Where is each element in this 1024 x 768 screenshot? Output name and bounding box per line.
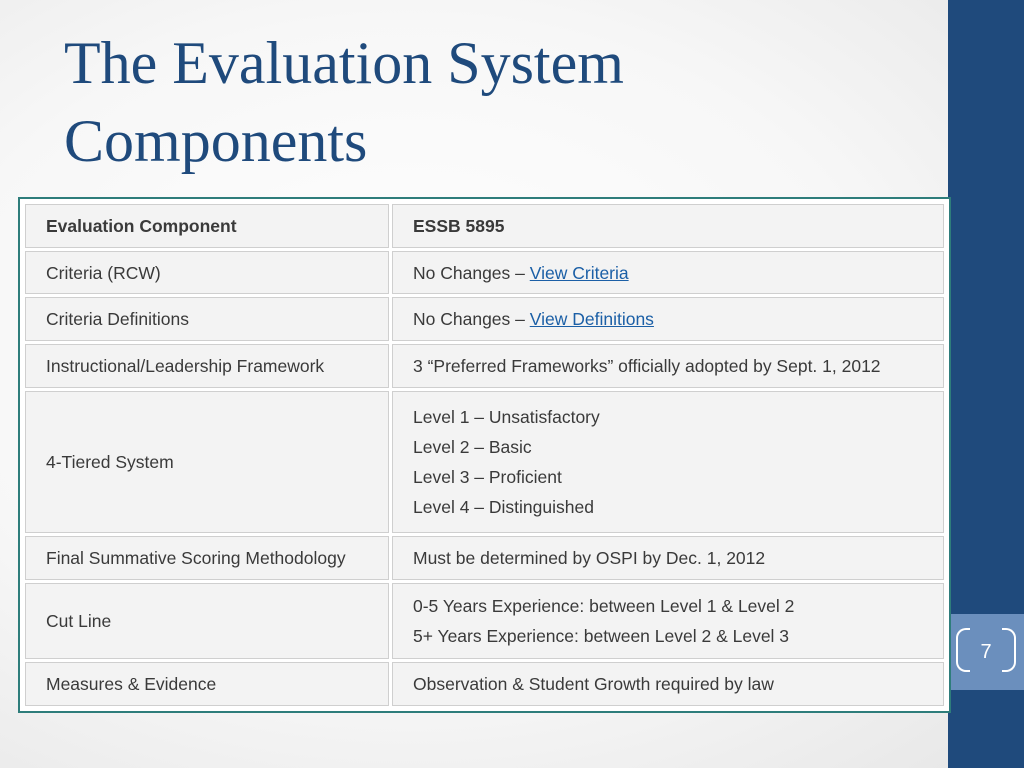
essb-cell [392, 662, 944, 706]
essb-cell-line [413, 304, 923, 334]
table-row [25, 536, 944, 580]
essb-cell-text: Level 1 – Unsatisfactory [413, 406, 600, 427]
essb-cell [392, 344, 944, 388]
essb-cell [392, 583, 944, 660]
essb-cell-text: Level 4 – Distinguished [413, 496, 594, 517]
essb-cell-line [413, 402, 923, 432]
table-header-row [25, 204, 944, 248]
slide-title-line-2: Components [64, 108, 368, 174]
component-cell: Instructional/Leadership Framework [25, 344, 389, 388]
evaluation-table-body [25, 204, 944, 706]
page-number: 7 [980, 641, 992, 663]
essb-cell-text: Must be determined by OSPI by Dec. 1, 2012 [413, 547, 766, 568]
essb-cell-text: No Changes – [413, 262, 530, 283]
essb-cell-text: Level 3 – Proficient [413, 466, 562, 487]
table-row [25, 297, 944, 341]
essb-cell-text: No Changes – [413, 309, 530, 330]
view-link[interactable]: View Definitions [529, 309, 654, 330]
essb-cell-line [413, 462, 923, 492]
component-cell: Measures & Evidence [25, 662, 389, 706]
slide-title [64, 24, 924, 180]
essb-cell-text: 0-5 Years Experience: between Level 1 & Level 2 [413, 595, 795, 616]
essb-cell [392, 251, 944, 295]
essb-cell-text: Level 2 – Basic [413, 436, 532, 457]
essb-cell-line [413, 591, 923, 621]
component-cell: Criteria (RCW) [25, 251, 389, 295]
column-header-component: Evaluation Component [25, 204, 389, 248]
essb-cell-line [413, 492, 923, 522]
essb-cell-line [413, 258, 923, 288]
essb-cell [392, 536, 944, 580]
page-number-badge [948, 614, 1024, 690]
essb-cell-line [413, 351, 923, 381]
table-row [25, 583, 944, 660]
essb-cell-line [413, 669, 923, 699]
table-row [25, 391, 944, 533]
essb-cell-text: 5+ Years Experience: between Level 2 & Level 3 [413, 625, 790, 646]
essb-cell [392, 391, 944, 533]
component-cell: Final Summative Scoring Methodology [25, 536, 389, 580]
slide-title-line-1: The Evaluation System [64, 30, 624, 96]
column-header-essb: ESSB 5895 [392, 204, 944, 248]
table-row [25, 344, 944, 388]
table-row [25, 251, 944, 295]
table-row [25, 662, 944, 706]
component-cell: 4-Tiered System [25, 391, 389, 533]
evaluation-table-frame [18, 197, 951, 713]
component-cell: Cut Line [25, 583, 389, 660]
essb-cell [392, 297, 944, 341]
essb-cell-text: 3 “Preferred Frameworks” officially adopted by Sept. 1, 2012 [413, 356, 881, 377]
evaluation-table [22, 201, 947, 709]
view-link[interactable]: View Criteria [529, 262, 629, 283]
right-brace-icon [1002, 628, 1016, 672]
essb-cell-line [413, 432, 923, 462]
essb-cell-text: Observation & Student Growth required by law [413, 674, 774, 695]
essb-cell-line [413, 543, 923, 573]
essb-cell-line [413, 621, 923, 651]
component-cell: Criteria Definitions [25, 297, 389, 341]
